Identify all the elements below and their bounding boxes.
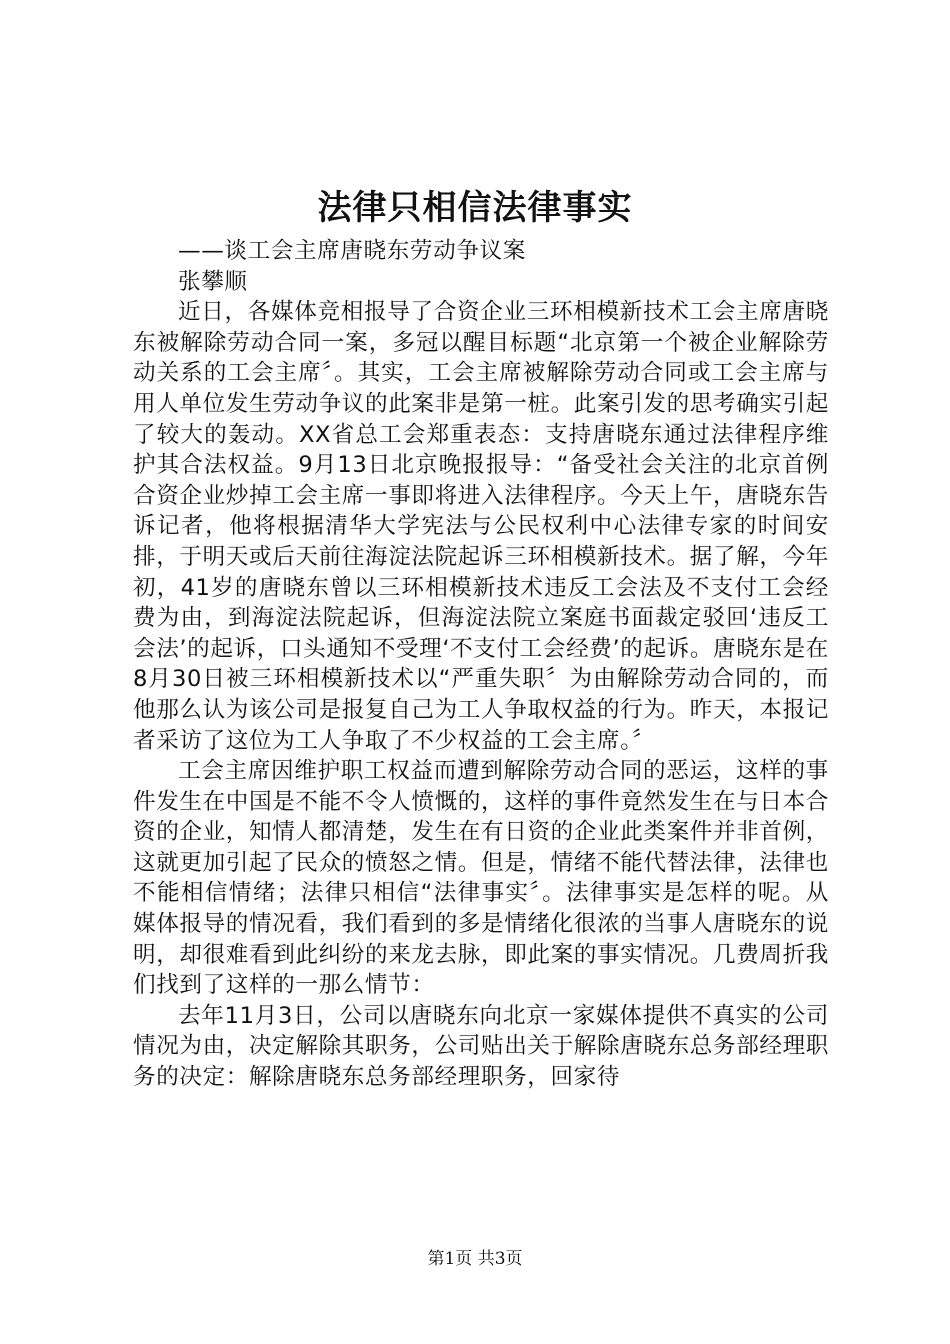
paragraph-2: 工会主席因维护职工权益而遭到解除劳动合同的恶运，这样的事件发生在中国是不能不令人愤慨的，这样的事件竟然发生在与日本合资的企业，知情人都清楚，发生在有日资的企业此类案件并非首例，这就更加引起了民众的愤怒之情。但是，情绪不能代替法律，法律也不能相信情绪；法律只相信“法律事实〞。法律事实是怎样的呢。从媒体报导的情况看，我们看到的多是情绪化很浓的当事人唐晓东的说明，却很难看到此纠纷的来龙去脉，即此案的事实情况。几费周折我们找到了这样的一那么情节：	[133, 758, 829, 999]
document-title: 法律只相信法律事实	[317, 188, 633, 228]
document-author: 张攀顺	[178, 268, 248, 295]
paragraph-3: 去年11月3日，公司以唐晓东向北京一家媒体提供不真实的公司情况为由，决定解除其职务，公司贴出关于解除唐晓东总务部经理职务的决定：解除唐晓东总务部经理职务，回家待	[133, 1002, 829, 1091]
document-subtitle: ——谈工会主席唐晓东劳动争议案	[178, 238, 526, 264]
page-footer: 第1页 共3页	[427, 1249, 523, 1269]
document-body	[133, 236, 829, 1093]
paragraph-1: 近日，各媒体竞相报导了合资企业三环相模新技术工会主席唐晓东被解除劳动合同一案，多冠以醒目标题“北京第一个被企业解除劳动关系的工会主席〞。其实，工会主席被解除劳动合同或工会主席与用人单位发生劳动争议的此案非是第一桩。此案引发的思考确实引起了较大的轰动。XX省总工会郑重表态：支持唐晓东通过法律程序维护其合法权益。9月13日北京晚报报导：“备受社会关注的北京首例合资企业炒掉工会主席一事即将进入法律程序。今天上午，唐晓东告诉记者，他将根据清华大学宪法与公民权利中心法律专家的时间安排，于明天或后天前往海淀法院起诉三环相模新技术。据了解，今年初，41岁的唐晓东曾以三环相模新技术违反工会法及不支付工会经费为由，到海淀法院起诉，但海淀法院立案庭书面裁定驳回‘违反工会法’的起诉，口头通知不受理‘不支付工会经费’的起诉。唐晓东是在8月30日被三环相模新技术以“严重失职〞为由解除劳动合同的，而他那么认为该公司是报复自己为工人争取权益的行为。昨天，本报记者采访了这位为工人争取了不少权益的工会主席。〞	[133, 299, 829, 754]
